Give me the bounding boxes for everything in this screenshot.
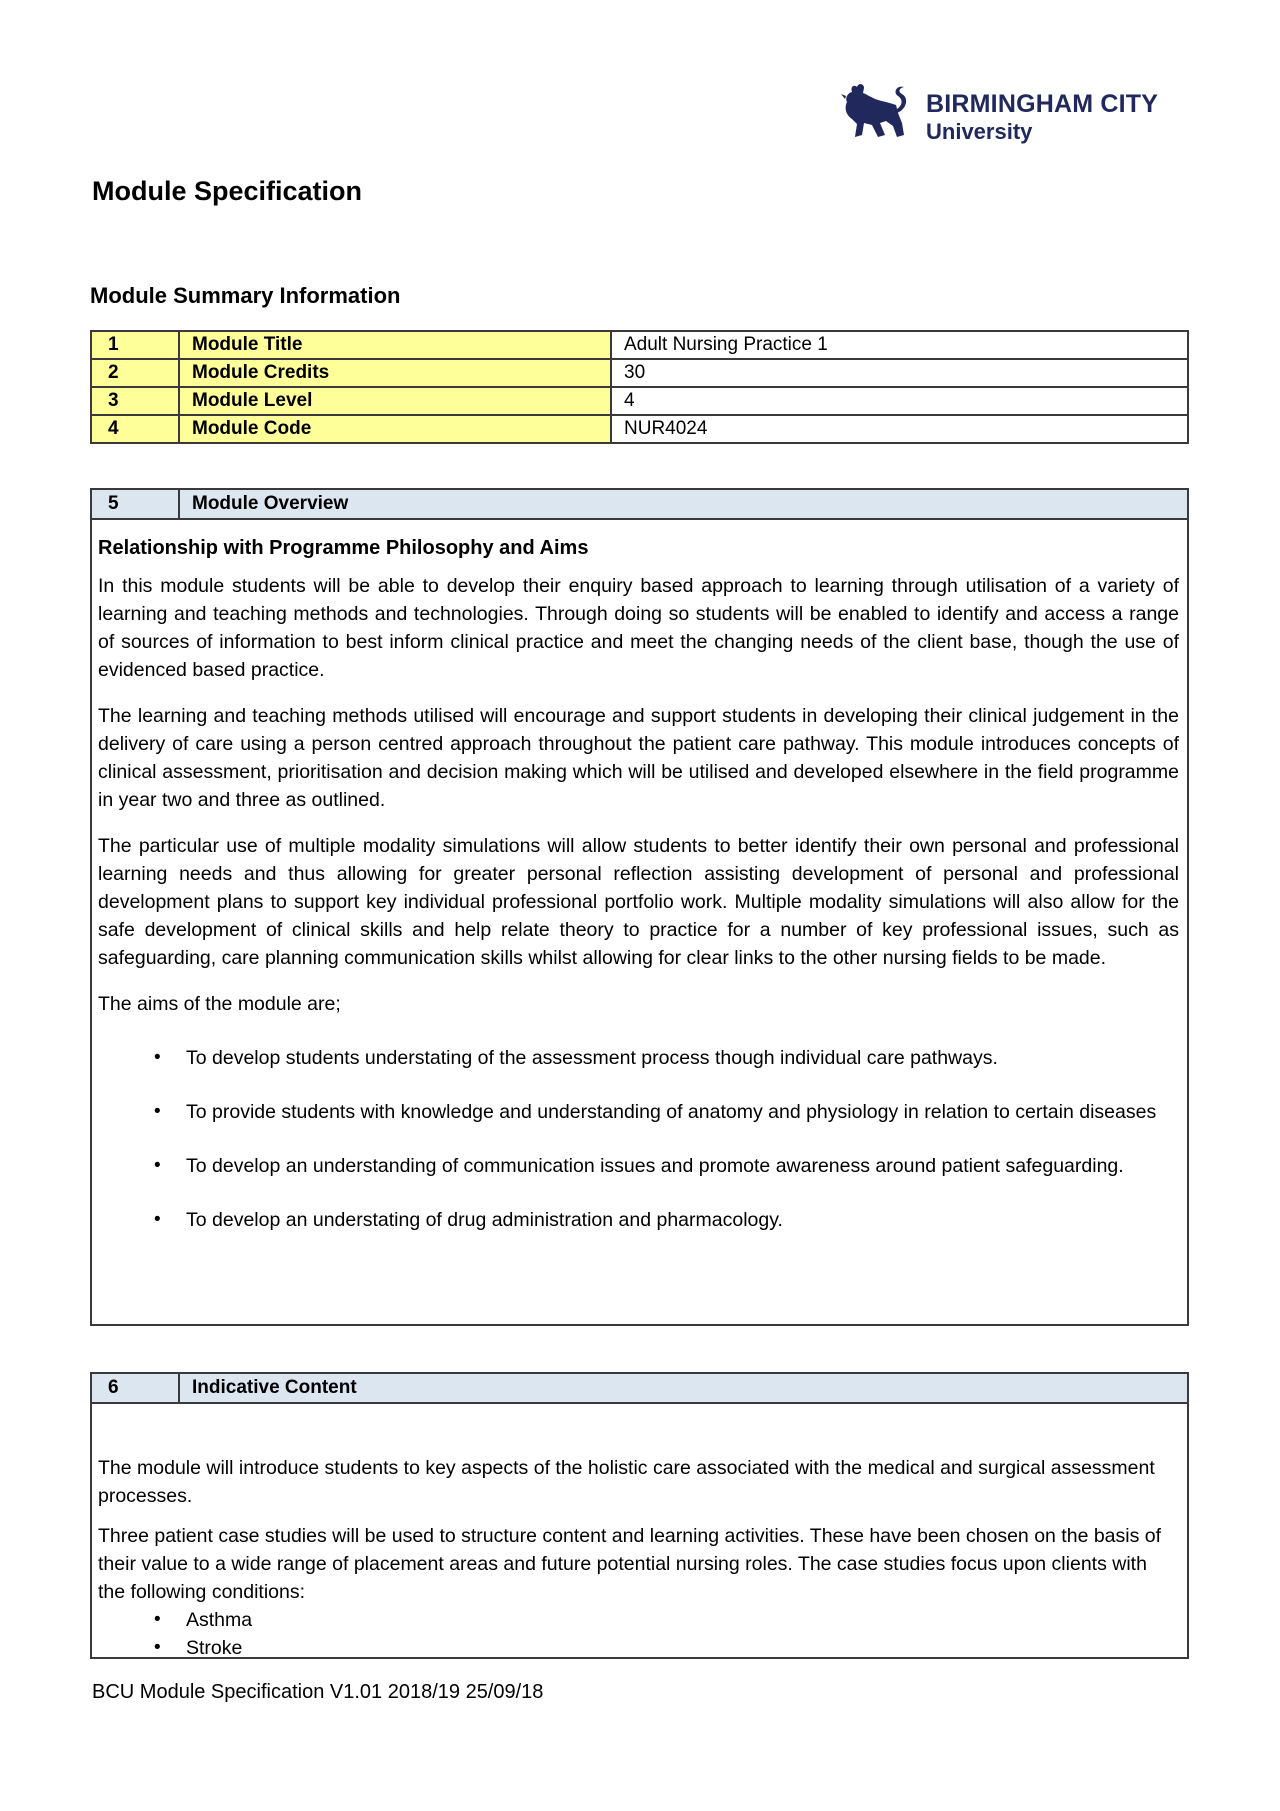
indicative-paragraph: The module will introduce students to key aspects of the holistic care associated with the medical and surgical assessment processes.	[98, 1457, 1155, 1507]
summary-heading: Module Summary Information	[90, 283, 401, 308]
table-row	[91, 331, 1188, 359]
aim-item	[98, 1206, 1179, 1234]
bullet-icon: •	[154, 1155, 161, 1176]
section-number: 6	[92, 1374, 180, 1402]
aims-list	[98, 1044, 1179, 1234]
bullet-icon: •	[154, 1209, 161, 1230]
row-label: Module Title	[179, 331, 611, 359]
section-body	[90, 1404, 1189, 1659]
bcu-logo	[838, 76, 1190, 158]
overview-subheading: Relationship with Programme Philosophy and Aims	[98, 537, 589, 559]
section-number: 5	[92, 490, 180, 518]
section-header	[90, 488, 1189, 520]
logo-university-line: University	[926, 118, 1033, 144]
aim-item	[98, 1044, 1179, 1072]
row-label: Module Credits	[179, 359, 611, 387]
bcu-lion-icon	[838, 81, 914, 153]
section-title: Indicative Content	[192, 1377, 357, 1398]
row-value: NUR4024	[611, 415, 1188, 443]
row-number: 2	[91, 359, 179, 387]
row-number: 4	[91, 415, 179, 443]
footer-text: BCU Module Specification V1.01 2018/19 25/09/18	[92, 1681, 544, 1703]
bullet-icon: •	[154, 1637, 161, 1658]
overview-paragraph: The particular use of multiple modality simulations will allow students to better identify their own personal and professional learning needs and thus allowing for greater personal reflection assisting development of personal and professional development plans to support key individual professional portfolio work. Multiple modality simulations will also allow for the safe development of clinical skills and help relate theory to practice for a number of key professional issues, such as safeguarding, care planning communication skills whilst allowing for clear links to the other nursing fields to be made.	[98, 835, 1179, 969]
condition-item	[98, 1634, 1179, 1659]
row-value: 4	[611, 387, 1188, 415]
aim-text: To provide students with knowledge and understanding of anatomy and physiology in relation to certain diseases	[186, 1101, 1157, 1123]
condition-text: Stroke	[186, 1637, 243, 1659]
overview-paragraph: The learning and teaching methods utilised will encourage and support students in developing their clinical judgement in the delivery of care using a person centred approach throughout the patient care pathway. This module introduces concepts of clinical assessment, prioritisation and decision making which will be utilised and developed elsewhere in the field programme in year two and three as outlined.	[98, 705, 1179, 811]
bullet-icon: •	[154, 1047, 161, 1068]
table-row	[91, 387, 1188, 415]
condition-item	[98, 1606, 1179, 1634]
aims-intro: The aims of the module are;	[98, 993, 341, 1015]
aim-text: To develop an understanding of communication issues and promote awareness around patient safeguarding.	[186, 1155, 1124, 1177]
row-label: Module Level	[179, 387, 611, 415]
row-value: 30	[611, 359, 1188, 387]
row-label: Module Code	[179, 415, 611, 443]
section-indicative-content	[90, 1372, 1189, 1659]
table-row	[91, 415, 1188, 443]
section-header	[90, 1372, 1189, 1404]
bullet-icon: •	[154, 1609, 161, 1630]
section-title: Module Overview	[192, 493, 349, 514]
table-row	[91, 359, 1188, 387]
section-module-overview	[90, 488, 1189, 1326]
aim-text: To develop an understating of drug administration and pharmacology.	[186, 1209, 783, 1231]
logo-text	[926, 89, 1159, 144]
aim-item	[98, 1098, 1179, 1126]
page-title: Module Specification	[92, 176, 363, 206]
indicative-paragraph: Three patient case studies will be used to structure content and learning activities. These have been chosen on the basis of their value to a wide range of placement areas and future potential nursing roles. The case studies focus upon clients with the following conditions:	[98, 1525, 1162, 1603]
row-number: 1	[91, 331, 179, 359]
row-value: Adult Nursing Practice 1	[611, 331, 1188, 359]
summary-table	[90, 330, 1189, 444]
conditions-list	[98, 1606, 1179, 1659]
logo-brand-line: BIRMINGHAM CITY	[926, 89, 1159, 118]
condition-text: Asthma	[186, 1609, 253, 1631]
section-body	[90, 520, 1189, 1326]
aim-text: To develop students understating of the assessment process though individual care pathways.	[186, 1047, 998, 1069]
aim-item	[98, 1152, 1179, 1180]
overview-paragraph: In this module students will be able to develop their enquiry based approach to learning through utilisation of a variety of learning and teaching methods and technologies. Through doing so students will be enabled to identify and access a range of sources of information to best inform clinical practice and meet the changing needs of the client base, though the use of evidenced based practice.	[98, 575, 1179, 681]
row-number: 3	[91, 387, 179, 415]
bullet-icon: •	[154, 1101, 161, 1122]
